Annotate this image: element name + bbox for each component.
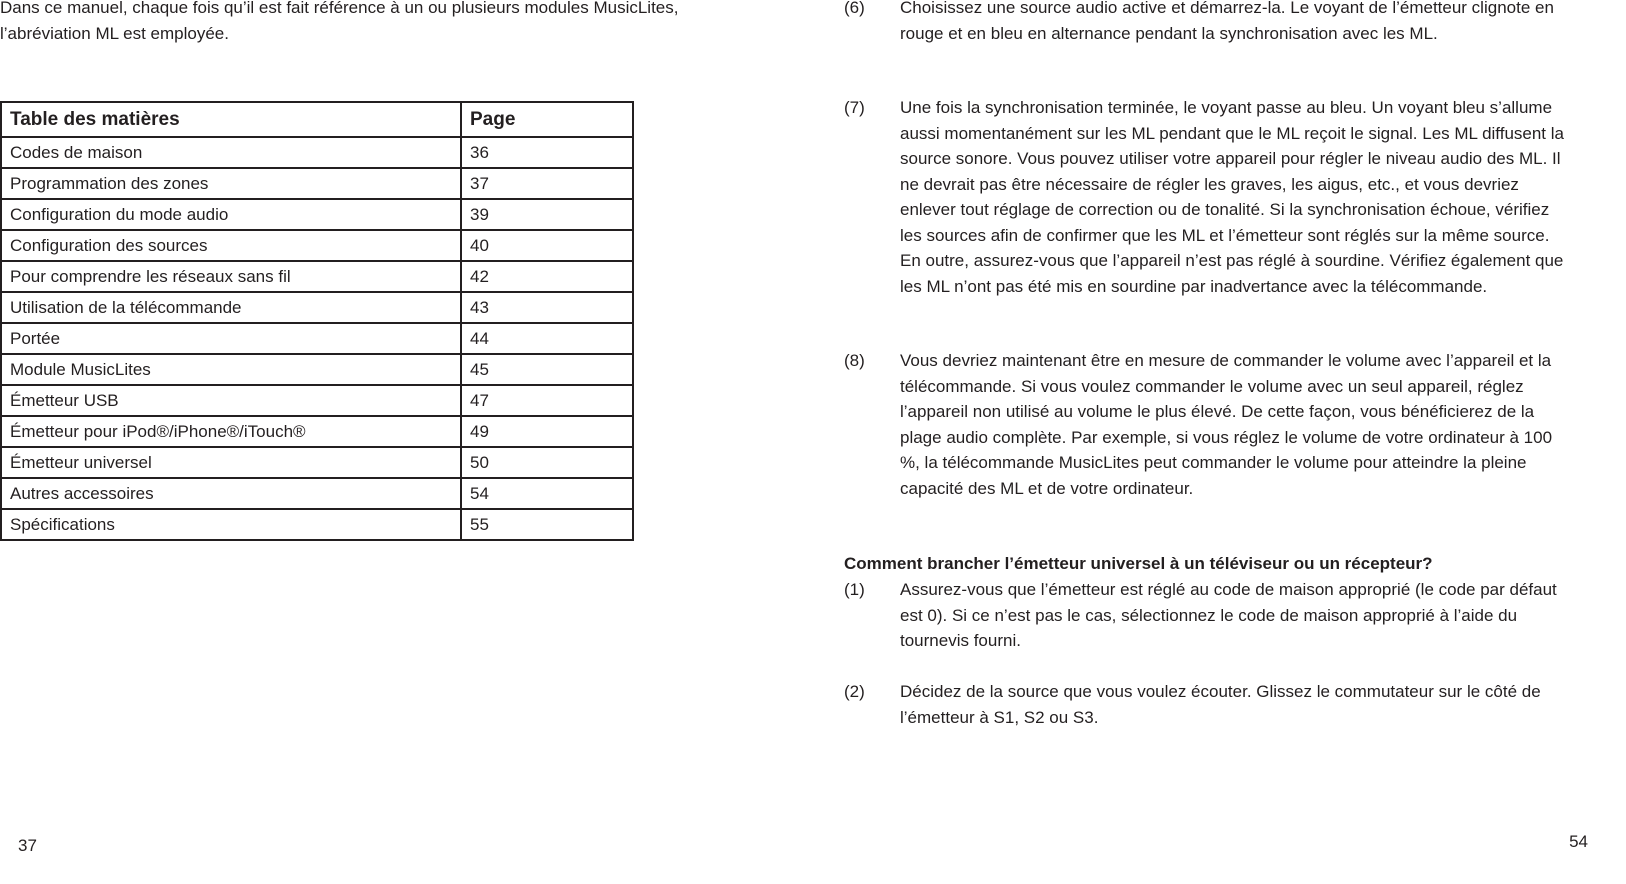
toc-row-page: 43 bbox=[461, 292, 633, 323]
toc-row-title: Émetteur universel bbox=[1, 447, 461, 478]
left-page bbox=[0, 0, 700, 884]
toc-row-page: 47 bbox=[461, 385, 633, 416]
toc-row-title: Pour comprendre les réseaux sans fil bbox=[1, 261, 461, 292]
toc-header-row bbox=[1, 102, 633, 137]
toc-row-title: Module MusicLites bbox=[1, 354, 461, 385]
step-number: (7) bbox=[844, 98, 865, 117]
step-text: Décidez de la source que vous voulez écouter. Glissez le commutateur sur le côté de l’émetteur à S1, S2 ou S3. bbox=[900, 682, 1541, 727]
step-item bbox=[840, 577, 1570, 654]
section-heading: Comment brancher l’émetteur universel à un téléviseur ou un récepteur? bbox=[844, 554, 1433, 573]
toc-row-title: Codes de maison bbox=[1, 137, 461, 168]
toc-row-title: Autres accessoires bbox=[1, 478, 461, 509]
toc-row bbox=[1, 292, 633, 323]
toc-row bbox=[1, 385, 633, 416]
toc-row bbox=[1, 416, 633, 447]
step-item bbox=[840, 95, 1570, 299]
toc-row-title: Configuration du mode audio bbox=[1, 199, 461, 230]
page-number-right: 54 bbox=[1569, 832, 1588, 851]
toc-row bbox=[1, 354, 633, 385]
toc-row bbox=[1, 168, 633, 199]
step-number: (6) bbox=[844, 0, 865, 17]
toc-row bbox=[1, 323, 633, 354]
table-of-contents bbox=[0, 101, 634, 541]
toc-row-page: 54 bbox=[461, 478, 633, 509]
toc-row-title: Programmation des zones bbox=[1, 168, 461, 199]
step-text: Choisissez une source audio active et démarrez-la. Le voyant de l’émetteur clignote en rouge et en bleu en alternance pendant la synchronisation avec les ML. bbox=[900, 0, 1554, 43]
toc-row bbox=[1, 261, 633, 292]
toc-row-page: 37 bbox=[461, 168, 633, 199]
toc-row bbox=[1, 478, 633, 509]
toc-row bbox=[1, 137, 633, 168]
toc-row-title: Utilisation de la télécommande bbox=[1, 292, 461, 323]
toc-row-title: Spécifications bbox=[1, 509, 461, 540]
toc-row-page: 49 bbox=[461, 416, 633, 447]
step-text: Une fois la synchronisation terminée, le voyant passe au bleu. Un voyant bleu s’allume aussi momentanément sur les ML pendant que le ML reçoit le signal. Les ML diffusent la source sonore. Vous pouvez utiliser votre appareil pour régler le niveau audio des ML. Il ne devrait pas être nécessaire de régler les graves, les aigus, etc., et vous devriez enlever tout réglage de correction ou de tonalité. Si la synchronisation échoue, vérifiez les sources afin de confirmer que les ML et l’émetteur sont réglés sur la même source. En outre, assurez-vous que l’appareil n’est pas réglé à sourdine. Vérifiez également que les ML n’ont pas été mis en sourdine par inadvertance avec la télécommande. bbox=[900, 98, 1564, 296]
toc-row-page: 39 bbox=[461, 199, 633, 230]
step-number: (1) bbox=[844, 580, 865, 599]
toc-row-page: 42 bbox=[461, 261, 633, 292]
step-item bbox=[840, 0, 1570, 46]
step-item bbox=[840, 348, 1570, 501]
toc-row-page: 40 bbox=[461, 230, 633, 261]
page-number-left: 37 bbox=[18, 836, 37, 855]
toc-row-title: Portée bbox=[1, 323, 461, 354]
toc-row-page: 36 bbox=[461, 137, 633, 168]
toc-row-title: Émetteur pour iPod®/iPhone®/iTouch® bbox=[1, 416, 461, 447]
toc-header-page: Page bbox=[461, 102, 633, 137]
toc-row-page: 55 bbox=[461, 509, 633, 540]
toc-row bbox=[1, 509, 633, 540]
toc-row bbox=[1, 199, 633, 230]
toc-row-title: Émetteur USB bbox=[1, 385, 461, 416]
step-text: Vous devriez maintenant être en mesure de commander le volume avec l’appareil et la télécommande. Si vous voulez commander le volume avec un seul appareil, réglez l’appareil non utilisé au volume le plus élevé. De cette façon, vous bénéficierez de la plage audio complète. Par exemple, si vous réglez le volume de votre ordinateur à 100 %, la télécommande MusicLites peut commander le volume pour atteindre la pleine capacité des ML et de votre ordinateur. bbox=[900, 351, 1553, 498]
right-page bbox=[840, 0, 1626, 884]
toc-row bbox=[1, 447, 633, 478]
step-number: (2) bbox=[844, 682, 865, 701]
toc-row bbox=[1, 230, 633, 261]
step-number: (8) bbox=[844, 351, 865, 370]
step-item bbox=[840, 679, 1570, 730]
toc-row-page: 45 bbox=[461, 354, 633, 385]
toc-row-page: 50 bbox=[461, 447, 633, 478]
toc-row-title: Configuration des sources bbox=[1, 230, 461, 261]
toc-header-title: Table des matières bbox=[1, 102, 461, 137]
intro-paragraph: Dans ce manuel, chaque fois qu’il est fait référence à un ou plusieurs modules MusicLites, l’abréviation ML est employée. bbox=[0, 0, 679, 43]
step-text: Assurez-vous que l’émetteur est réglé au code de maison approprié (le code par défaut est 0). Si ce n’est pas le cas, sélectionnez le code de maison approprié à l’aide du tournevis fourni. bbox=[900, 580, 1557, 650]
toc-row-page: 44 bbox=[461, 323, 633, 354]
